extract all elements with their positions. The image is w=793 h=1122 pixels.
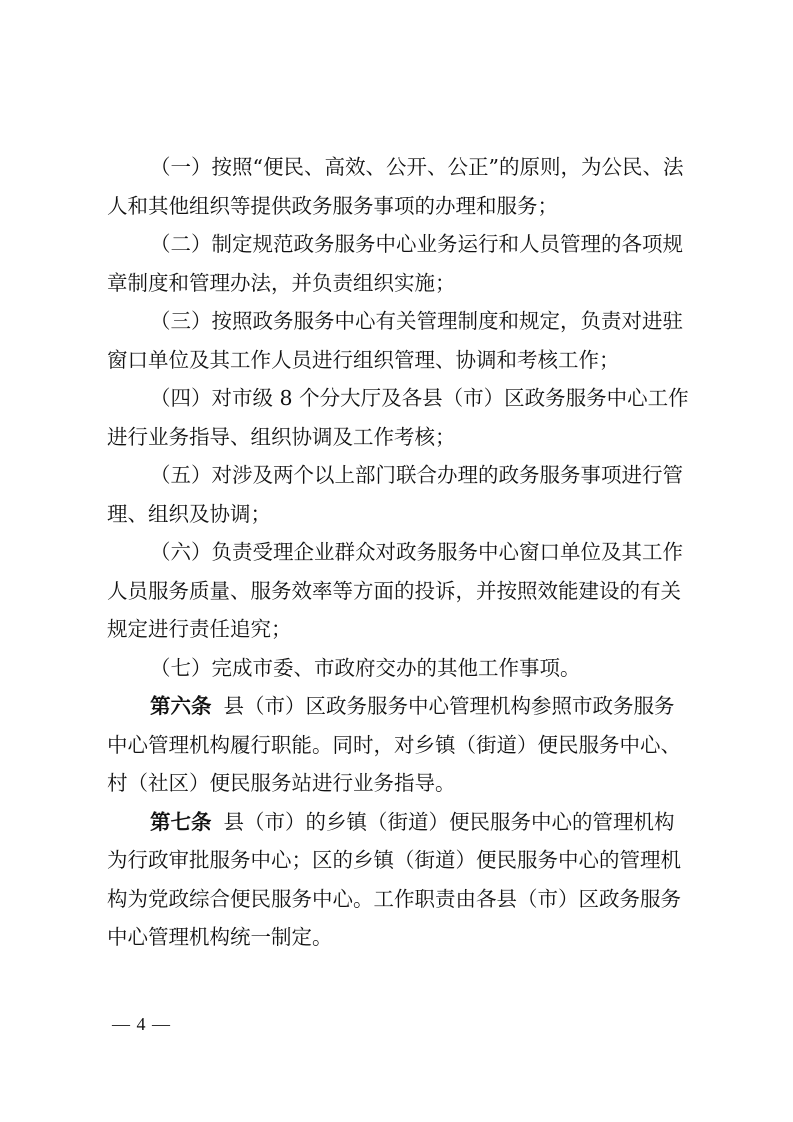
text-line: （三）按照政务服务中心有关管理制度和规定，负责对进驻: [150, 309, 683, 333]
text-line: 为行政审批服务中心；区的乡镇（街道）便民服务中心的管理机: [107, 848, 681, 872]
text-line: 构为党政综合便民服务中心。工作职责由各县（市）区政务服务: [107, 886, 681, 911]
article-text: 县（市）的乡镇（街道）便民服务中心的管理机构: [223, 809, 675, 834]
article-title: 第六条: [150, 694, 212, 718]
text-line: 窗口单位及其工作人员进行组织管理、协调和考核工作；: [107, 347, 620, 372]
text-line: 中心管理机构履行职能。同时，对乡镇（街道）便民服务中心、: [107, 732, 681, 757]
text-line: 理、组织及协调；: [107, 501, 271, 526]
text-line: 人和其他组织等提供政务服务事项的办理和服务；: [107, 193, 558, 218]
text-line: （四）对市级 8 个分大厅及各县（市）区政务服务中心工作: [150, 386, 689, 410]
paragraph-item-7: [107, 649, 697, 688]
paragraph-item-6: [107, 533, 697, 649]
text-line: （六）负责受理企业群众对政务服务中心窗口单位及其工作: [150, 540, 683, 564]
text-line: 中心管理机构统一制定。: [107, 925, 333, 949]
paragraph-item-4: [107, 379, 697, 456]
paragraph-item-5: [107, 456, 697, 533]
text-line: 进行业务指导、组织协调及工作考核；: [107, 424, 456, 449]
text-line: 人员服务质量、服务效率等方面的投诉，并按照效能建设的有关: [107, 578, 681, 603]
text-line: （一）按照“便民、高效、公开、公正”的原则，为公民、法: [150, 155, 684, 179]
text-line: 规定进行责任追究；: [107, 617, 292, 641]
paragraph-item-1: [107, 148, 697, 225]
paragraph-item-2: [107, 225, 697, 302]
page-number: — 4 —: [112, 1014, 171, 1034]
text-line: （五）对涉及两个以上部门联合办理的政务服务事项进行管: [150, 463, 683, 487]
paragraph-item-3: [107, 302, 697, 379]
text-line: （二）制定规范政务服务中心业务运行和人员管理的各项规: [150, 232, 683, 256]
text-line: 村（社区）便民服务站进行业务指导。: [107, 771, 456, 795]
article-title: 第七条: [150, 809, 212, 834]
article-text: 县（市）区政务服务中心管理机构参照市政务服务: [223, 694, 675, 718]
paragraph-article-7: [107, 803, 697, 957]
text-line: 章制度和管理办法，并负责组织实施；: [107, 270, 456, 295]
text-line: （七）完成市委、市政府交办的其他工作事项。: [150, 655, 581, 680]
text-line: [107, 803, 697, 842]
document-body: [107, 148, 697, 957]
paragraph-article-6: [107, 687, 697, 803]
text-line: [107, 687, 697, 726]
